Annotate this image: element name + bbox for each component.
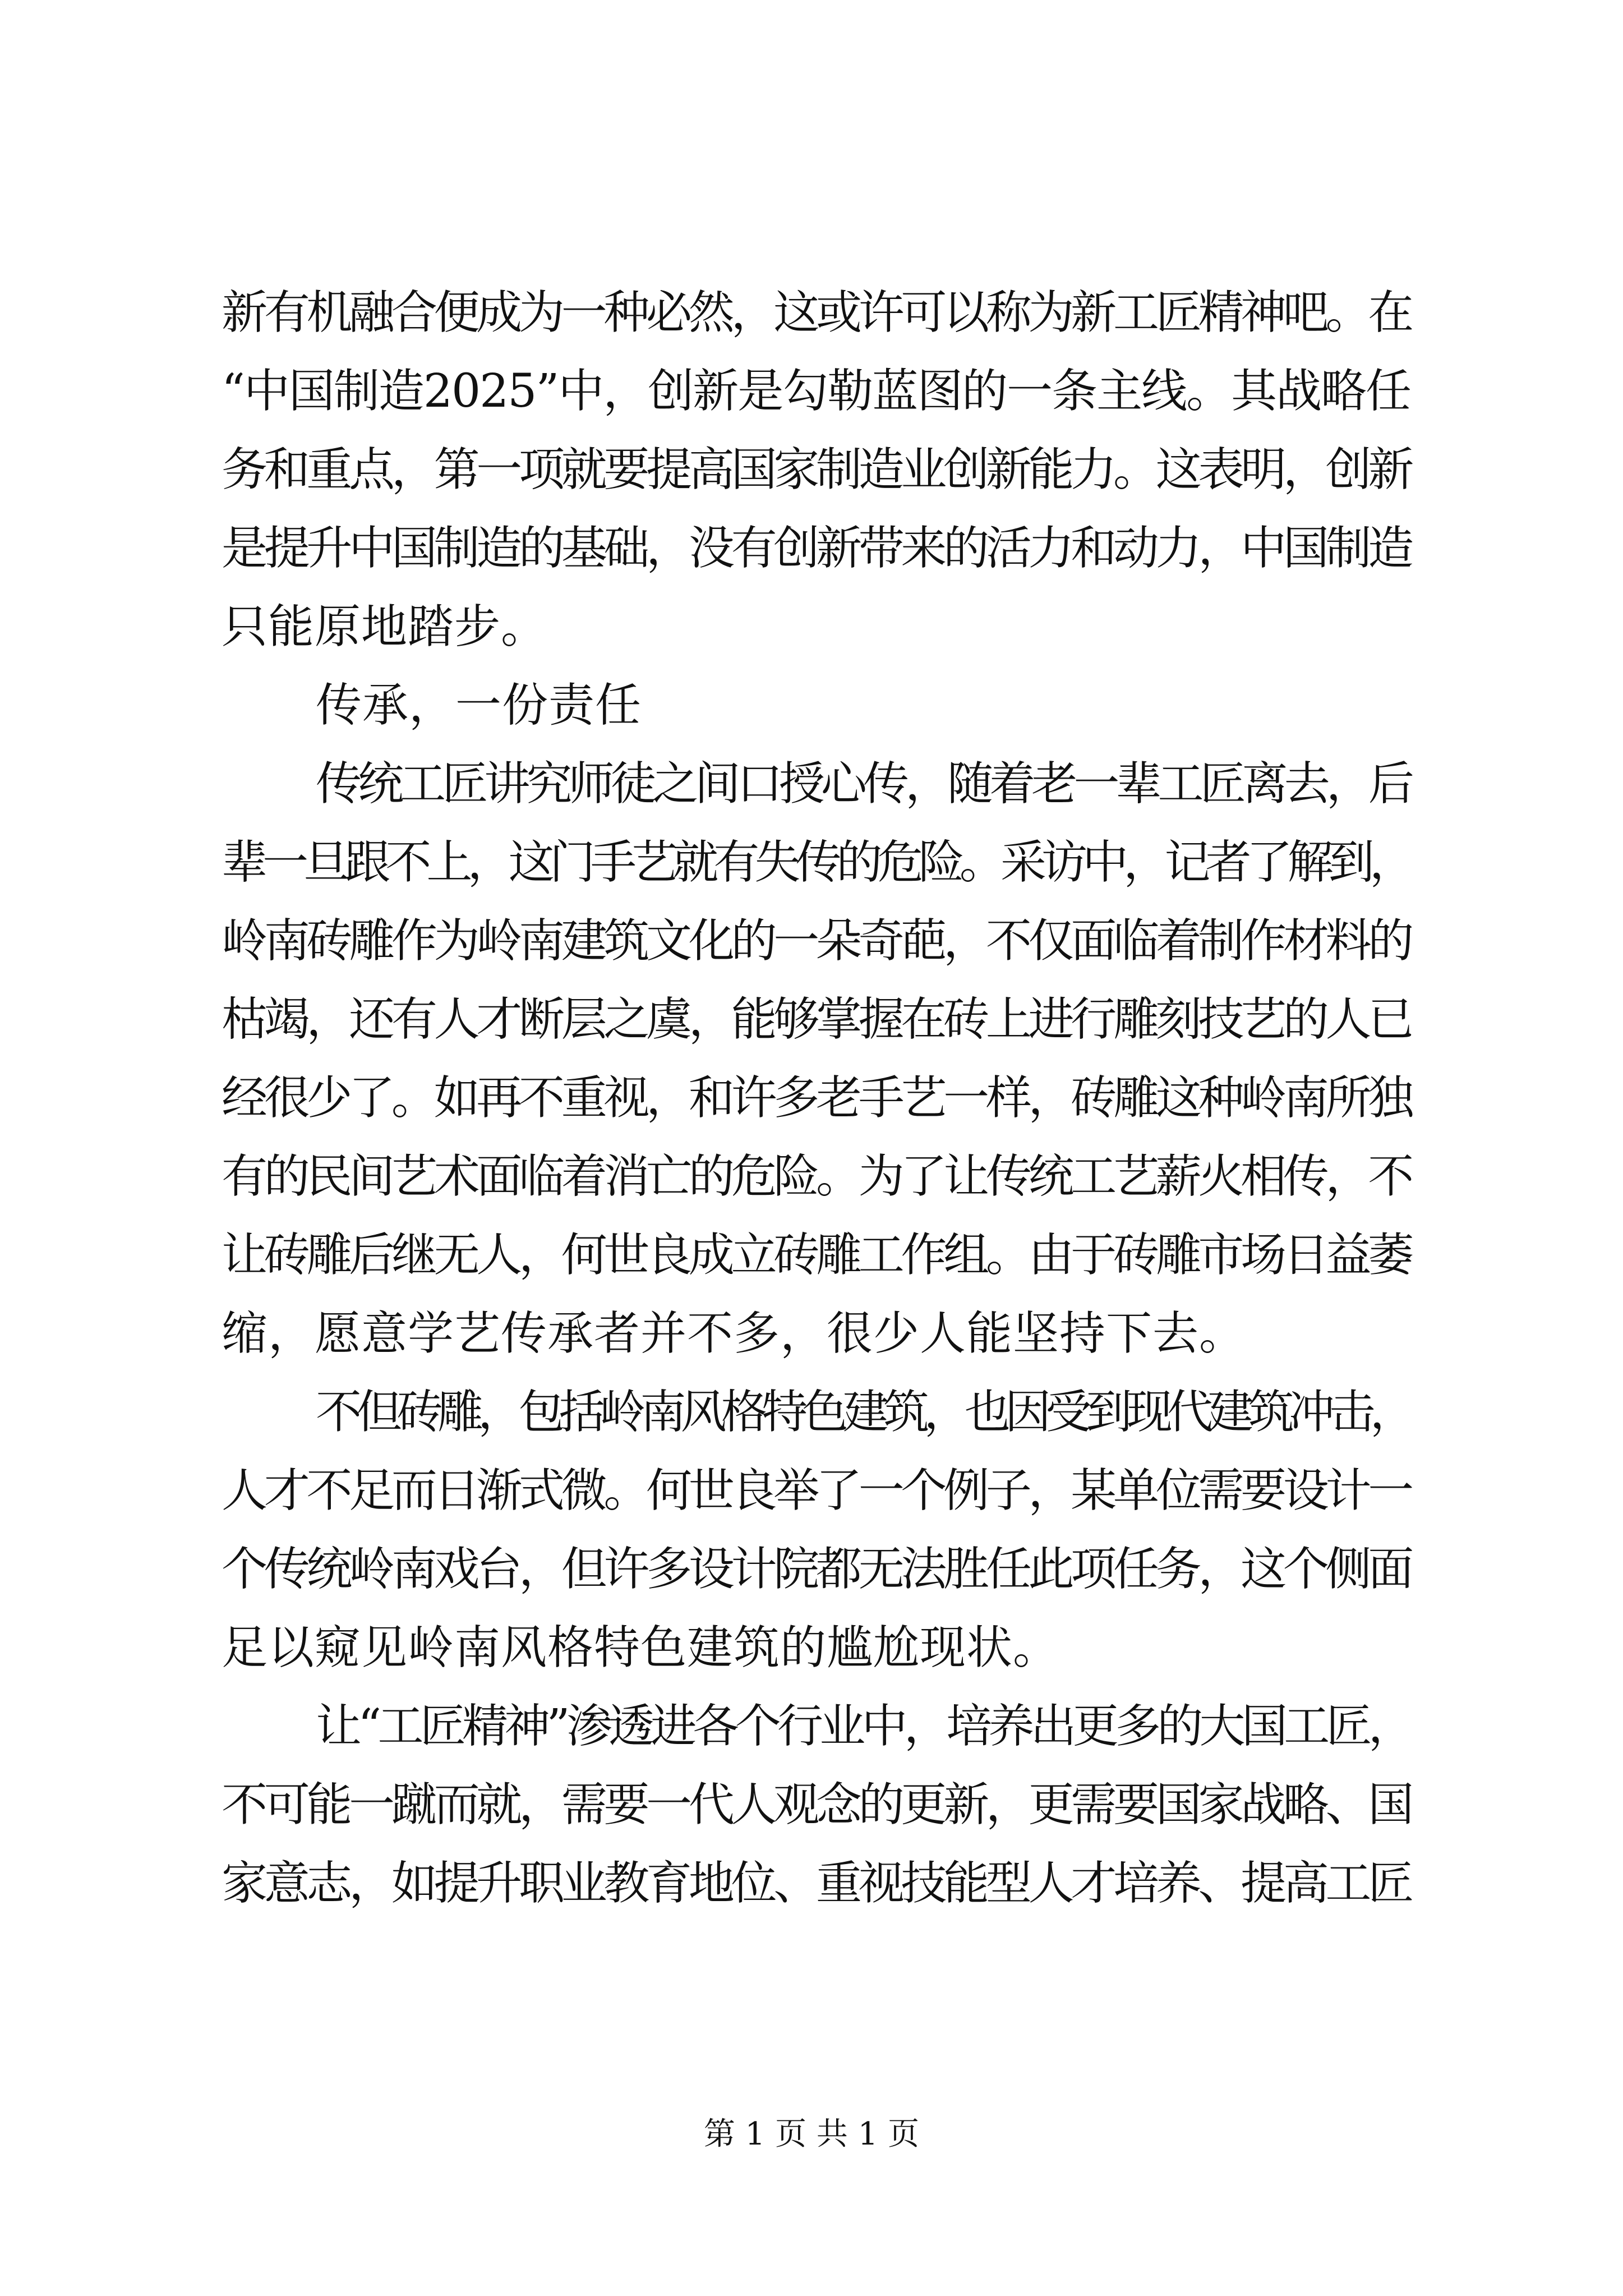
text-line: 枯竭，还有人才断层之虞，能够掌握在砖上进行雕刻技艺的人已 — [222, 993, 1410, 1046]
text-line: 经很少了。如再不重视，和许多老手艺一样，砖雕这种岭南所独 — [222, 1071, 1410, 1125]
text-line: 传统工匠讲究师徒之间口授心传，随着老一辈工匠离去，后 — [316, 757, 1410, 811]
text-line: 家意志，如提升职业教育地位、重视技能型人才培养、提高工匠 — [222, 1857, 1410, 1910]
text-line: 有的民间艺术面临着消亡的危险。为了让传统工艺薪火相传，不 — [222, 1150, 1410, 1203]
text-line: 务和重点，第一项就要提高国家制造业创新能力。这表明，创新 — [222, 443, 1410, 496]
text-line: 新有机融合便成为一种必然，这或许可以称为新工匠精神吧。在 — [222, 286, 1410, 339]
text-line: 让砖雕后继无人，何世良成立砖雕工作组。由于砖雕市场日益萎 — [222, 1228, 1410, 1282]
text-line: 足以窥见岭南风格特色建筑的尴尬现状。 — [222, 1621, 1060, 1674]
text-line: 个传统岭南戏台，但许多设计院都无法胜任此项任务，这个侧面 — [222, 1543, 1410, 1596]
text-line: 岭南砖雕作为岭南建筑文化的一朵奇葩，不仅面临着制作材料的 — [222, 914, 1410, 968]
body-text — [222, 274, 1410, 1923]
text-line: 是提升中国制造的基础，没有创新带来的活力和动力，中国制造 — [222, 522, 1410, 575]
text-line: 传承，一份责任 — [316, 679, 642, 732]
text-line: 人才不足而日渐式微。何世良举了一个例子，某单位需要设计一 — [222, 1464, 1410, 1517]
text-line: 不可能一蹴而就，需要一代人观念的更新，更需要国家战略、国 — [222, 1778, 1410, 1832]
text-line: 只能原地踏步。 — [222, 600, 548, 654]
text-line: 让“工匠精神”渗透进各个行业中，培养出更多的大国工匠， — [316, 1700, 1410, 1753]
text-line: 不但砖雕，包括岭南风格特色建筑，也因受到现代建筑冲击， — [316, 1386, 1410, 1439]
text-line: “中国制造2025”中，创新是勾勒蓝图的一条主线。其战略任 — [222, 365, 1410, 418]
text-line: 辈一旦跟不上，这门手艺就有失传的危险。采访中，记者了解到， — [222, 836, 1410, 889]
page-footer: 第 1 页 共 1 页 — [703, 2116, 920, 2152]
text-line: 缩，愿意学艺传承者并不多，很少人能坚持下去。 — [222, 1307, 1246, 1360]
